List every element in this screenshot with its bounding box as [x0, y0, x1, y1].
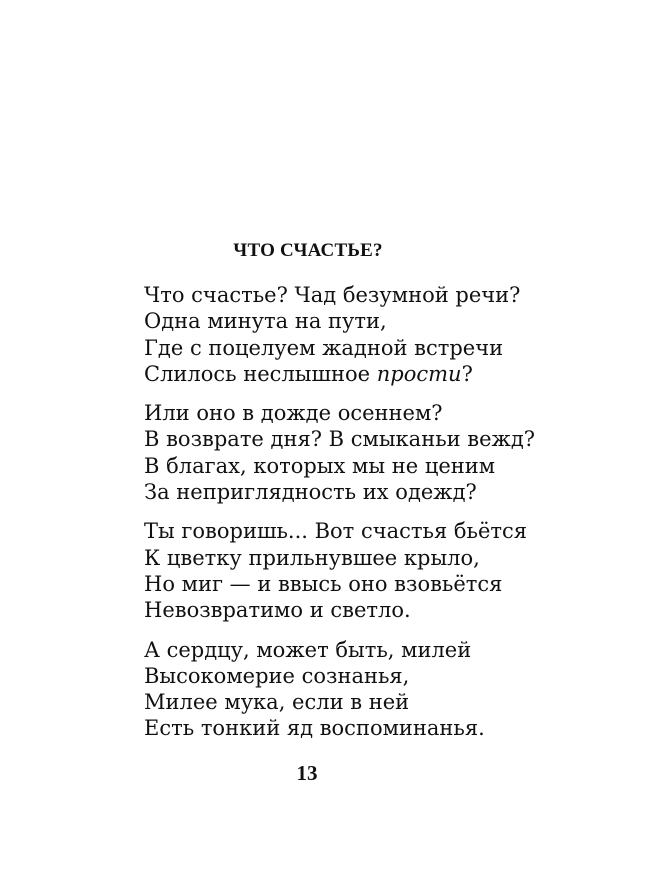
- poem-line: В благах, которых мы не ценим: [144, 453, 496, 478]
- poem-title: ЧТО СЧАСТЬЕ?: [233, 240, 383, 261]
- stanza: [144, 282, 604, 387]
- poem-line: За неприглядность их одежд?: [144, 480, 477, 505]
- poem-line: [144, 361, 604, 387]
- poem-line: А сердцу, может быть, милей: [144, 637, 472, 662]
- poem-line: Но миг — и ввысь оно взовьётся: [144, 571, 503, 596]
- poem-line: К цветку прильнувшее крыло,: [144, 545, 480, 570]
- poem-line: Милее мука, если в ней: [144, 690, 410, 715]
- poem-body: [144, 282, 604, 755]
- poem-line: Невозвратимо и светло.: [144, 598, 411, 623]
- stanza: [144, 518, 604, 623]
- poem-line: Одна минута на пути,: [144, 309, 387, 334]
- italic-word: прости: [376, 361, 462, 386]
- poem-line: Где с поцелуем жадной встречи: [144, 335, 504, 360]
- poem-line-text: Слилось неслышное: [144, 361, 377, 386]
- page-number: 13: [296, 761, 318, 785]
- poem-line: Высокомерие сознанья,: [144, 663, 410, 688]
- stanza: [144, 637, 604, 742]
- stanza: [144, 400, 604, 505]
- poem-line: Что счастье? Чад безумной речи?: [144, 283, 521, 307]
- poem-line: В возврате дня? В смыканьи вежд?: [144, 427, 536, 452]
- poem-line-punctuation: ?: [461, 361, 473, 386]
- poem-line: Ты говоришь... Вот счастья бьётся: [144, 519, 528, 544]
- poem-line: Есть тонкий яд воспоминанья.: [144, 716, 485, 741]
- poem-line: Или оно в дожде осеннем?: [144, 401, 443, 426]
